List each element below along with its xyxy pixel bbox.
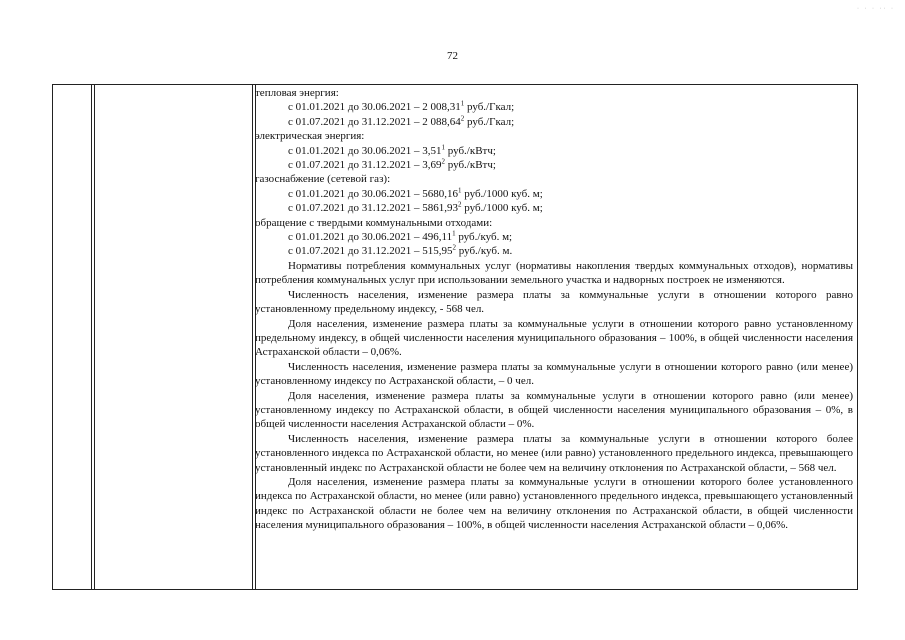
- paragraph: Доля населения, изменение размера платы за коммунальные услуги в отношении которого равно установленному предельному индексу, в общей численности населения муниципального образования – 100%, в общей численности населения Астраханской области – 0,06%.: [255, 317, 853, 359]
- paragraph: Доля населения, изменение размера платы за коммунальные услуги в отношении которого более установленного индекса по Астраханской области, но менее (или равно) установленного предельного индекса, превышающего установленный индекс по Астраханской области не более чем на величину отклонения по Астраханской области, в общей численности населения муниципального образования – 100%, в общей численности населения Астраханской области – 0,06%.: [255, 475, 853, 532]
- paragraph: Доля населения, изменение размера платы за коммунальные услуги в отношении которого равно (или менее) установленному индексу по Астраханской области, в общей численности населения муниципального образования – 0%, в общей численности населения Астраханской области – 0%.: [255, 389, 853, 431]
- paragraph: Численность населения, изменение размера платы за коммунальные услуги в отношении которого равно (или менее) установленному индексу по Астраханской области, – 0 чел.: [255, 360, 853, 388]
- section-heading: тепловая энергия:: [255, 87, 339, 99]
- tariff-line: с 01.01.2021 до 30.06.2021 – 3,51$^1$ руб./кВтч;: [288, 142, 496, 157]
- tariff-line: с 01.01.2021 до 30.06.2021 – 496,11$^1$ руб./куб. м;: [288, 229, 513, 244]
- column-divider: [94, 85, 95, 589]
- document-body: [255, 86, 853, 533]
- section-heading: обращение с твердыми коммунальными отходами:: [255, 216, 493, 229]
- tariff-line: с 01.07.2021 до 31.12.2021 – 515,95$^2$ руб./куб. м.: [288, 243, 513, 258]
- scan-mark: · · · ·· ·: [857, 6, 895, 12]
- column-divider: [91, 85, 92, 589]
- section-heading: газоснабжение (сетевой газ):: [255, 173, 391, 186]
- tariff-line: с 01.07.2021 до 31.12.2021 – 2 088,64$^2$ руб./Гкал;: [288, 114, 515, 128]
- tariff-line: с 01.07.2021 до 31.12.2021 – 5861,93$^2$ руб./1000 куб. м;: [288, 200, 543, 215]
- tariff-line: с 01.01.2021 до 30.06.2021 – 2 008,31$^1$ руб./Гкал;: [288, 99, 515, 114]
- paragraph: Численность населения, изменение размера платы за коммунальные услуги в отношении которого равно установленному предельному индексу, - 568 чел.: [255, 288, 853, 316]
- section-heading: электрическая энергия:: [255, 130, 365, 143]
- tariff-line: с 01.01.2021 до 30.06.2021 – 5680,16$^1$ руб./1000 куб. м;: [288, 186, 543, 200]
- paragraph: Численность населения, изменение размера платы за коммунальные услуги в отношении которого более установленного индекса по Астраханской области, но менее (или равно) установленного предельного индекса, превышающего установленный индекс по Астраханской области не более чем на величину отклонения по Астраханской области, – 568 чел.: [255, 432, 853, 474]
- tariff-line: с 01.07.2021 до 31.12.2021 – 3,69$^2$ руб./кВтч;: [288, 157, 496, 172]
- paragraph: Нормативы потребления коммунальных услуг (нормативы накопления твердых коммунальных отходов), нормативы потребления коммунальных услуг при использовании земельного участка и надворных построек не изменяются.: [255, 259, 853, 287]
- page-number: 72: [447, 50, 458, 62]
- column-divider: [252, 85, 253, 589]
